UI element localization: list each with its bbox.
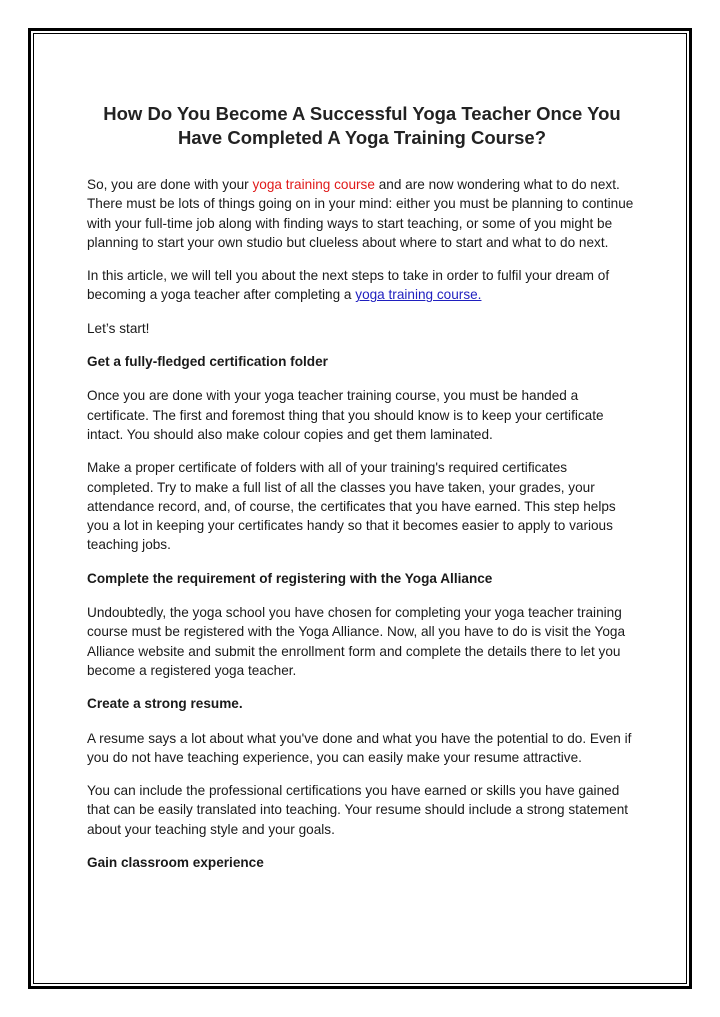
- section-heading-certification: Get a fully-fledged certification folder: [87, 354, 328, 370]
- paragraph: Make a proper certificate of folders with all of your training's required certificates completed. Try to make a full list of all the classes you have taken, your grades, your attendance record, and, of course, the certificates that you have earned. This step helps you a lot in keeping your certificates handy so that it becomes easier to apply to various teaching jobs.: [87, 460, 616, 553]
- intro-text-before: So, you are done with your: [87, 177, 253, 192]
- article-text-before: In this article, we will tell you about the next steps to take in order to fulfil your dream of becoming a yoga teacher after completing a: [87, 268, 610, 303]
- yoga-training-course-link[interactable]: yoga training course: [252, 177, 375, 192]
- section-heading-classroom: Gain classroom experience: [87, 855, 264, 871]
- yoga-training-course-underlined-link[interactable]: yoga training course.: [355, 287, 482, 303]
- intro-text-after: and are now wondering what to do next. There must be lots of things going on in your mind: either you must be planning to continue with your full-time job along with finding ways to start teaching, or some of you might be planning to start your own studio but clueless about where to start and what to do next.: [87, 177, 634, 250]
- paragraph: Undoubtedly, the yoga school you have chosen for completing your yoga teacher training course must be registered with the Yoga Alliance. Now, all you have to do is visit the Yoga Alliance website and submit the enrollment form and complete the details there to let you become a registered yoga teacher.: [87, 605, 626, 678]
- paragraph: A resume says a lot about what you've done and what you have the potential to do. Even if you do not have teaching experience, you can easily make your resume attractive.: [87, 730, 632, 765]
- section-heading-yoga-alliance: Complete the requirement of registering with the Yoga Alliance: [87, 570, 493, 586]
- intro-paragraph: [87, 175, 637, 252]
- article-paragraph: [87, 266, 637, 305]
- document-content: [87, 102, 637, 887]
- paragraph: You can include the professional certifications you have earned or skills you have gained that can be easily translated into teaching. Your resume should include a strong statement about your teaching style and your goals.: [87, 783, 629, 837]
- lets-start-text: Let’s start!: [87, 320, 150, 336]
- paragraph: Once you are done with your yoga teacher training course, you must be handed a certificate. The first and foremost thing that you should know is to keep your certificate intact. You should also make colour copies and get them laminated.: [87, 388, 604, 442]
- section-heading-resume: Create a strong resume.: [87, 696, 243, 712]
- page-title: How Do You Become A Successful Yoga Teacher Once You Have Completed A Yoga Training Course?: [103, 103, 621, 148]
